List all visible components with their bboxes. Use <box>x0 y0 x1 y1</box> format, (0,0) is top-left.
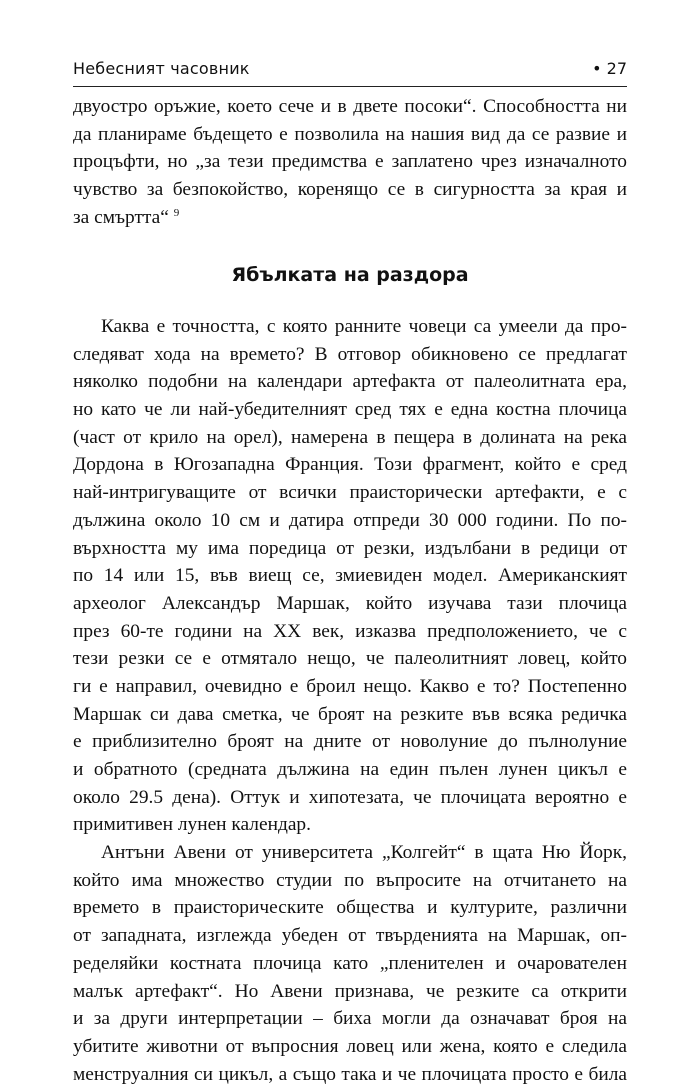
text-line: най-интригуващите от всички праисторически артефакти, е с <box>73 482 627 504</box>
text-line: времето в праисторическите общества и културите, различни <box>73 897 627 919</box>
text-line: археолог Александър Маршак, който изучава тази плочица <box>73 592 627 614</box>
text-line: Каква е точността, с която ранните човеци са умеели да про- <box>101 316 627 337</box>
running-header <box>73 56 627 84</box>
text-line: и обратното (средната дължина на един пълен лунен цикъл е <box>73 759 627 780</box>
text-line: за смъртта“ <box>73 206 169 228</box>
text-line: примитивен лунен календар. <box>73 814 311 836</box>
text-line: от западната, изглежда убеден от твърденията на Маршак, оп- <box>73 925 627 947</box>
text-line: ги е направил, очевидно е броил нещо. Какво е то? Постепенно <box>73 675 627 697</box>
text-line: менструалния си цикъл, а също така и че плочицата просто е била <box>73 1063 627 1085</box>
text-line: процъфти, но „за тези предимства е заплатено чрез изначалното <box>73 151 627 173</box>
text-line: но като че ли най-убедителният сред тях е една костна плочица <box>73 399 627 421</box>
text-line: и за други интерпретации – биха могли да означават броя на <box>73 1008 627 1030</box>
footnote-reference: 9 <box>173 206 180 219</box>
section-heading: Ябълката на раздора <box>231 264 469 286</box>
text-line: Маршак си дава сметка, че броят на резките във всяка редичка <box>73 703 627 725</box>
text-line: ределяйки костната плочица като „пленителен и очарователен <box>73 952 627 974</box>
text-line: който има множество студии по въпросите на отчитането на <box>73 869 627 891</box>
text-line: Дордона в Югозападна Франция. Този фрагмент, който е сред <box>73 454 627 476</box>
text-line: Антъни Авени от университета „Колгейт“ в щата Ню Йорк, <box>101 842 627 864</box>
header-rule <box>73 86 627 87</box>
text-line: по 14 или 15, във виещ се, змиевиден модел. Американският <box>73 565 627 587</box>
text-line: тези резки се е отмятало нещо, че палеолитният ловец, който <box>73 648 627 670</box>
text-line: (част от крило на орел), намерена в пещера в долината на река <box>73 426 627 448</box>
paragraph-1 <box>73 313 627 1088</box>
text-line: върхността му има поредица от резки, издълбани в редици от <box>73 537 627 559</box>
text-line: двуостро оръжие, което сече и в двете посоки“. Способността ни <box>73 96 627 117</box>
text-line: малък артефакт“. Но Авени признава, че резките са открити <box>73 980 627 1002</box>
text-line: през 60-те години на XX век, изказва предположението, че с <box>73 620 627 642</box>
text-line: чувство за безпокойство, коренящо се в сигурността за края и <box>73 179 627 201</box>
text-line: следяват хода на времето? В отговор обикновено се предлагат <box>73 343 627 365</box>
text-line: убитите животни от въпросния ловец или жена, която е следила <box>73 1035 627 1057</box>
text-line: около 29.5 дена). Оттук и хипотезата, че плочицата вероятно е <box>73 786 627 808</box>
text-line: дължина около 10 см и датира отпреди 30 000 години. По по- <box>73 509 627 531</box>
page-number: • 27 <box>592 59 627 78</box>
intro-paragraph <box>73 93 627 231</box>
text-line: е приблизително броят на дните от новолуние до пълнолуние <box>73 731 627 753</box>
text-line: да планираме бъдещето е позволила на нашия вид да се развие и <box>73 123 627 145</box>
text-line-with-footnote <box>73 204 627 232</box>
running-title: Небесният часовник <box>73 59 250 78</box>
text-line: няколко подобни на календари артефакта от палеолитната ера, <box>73 371 627 393</box>
